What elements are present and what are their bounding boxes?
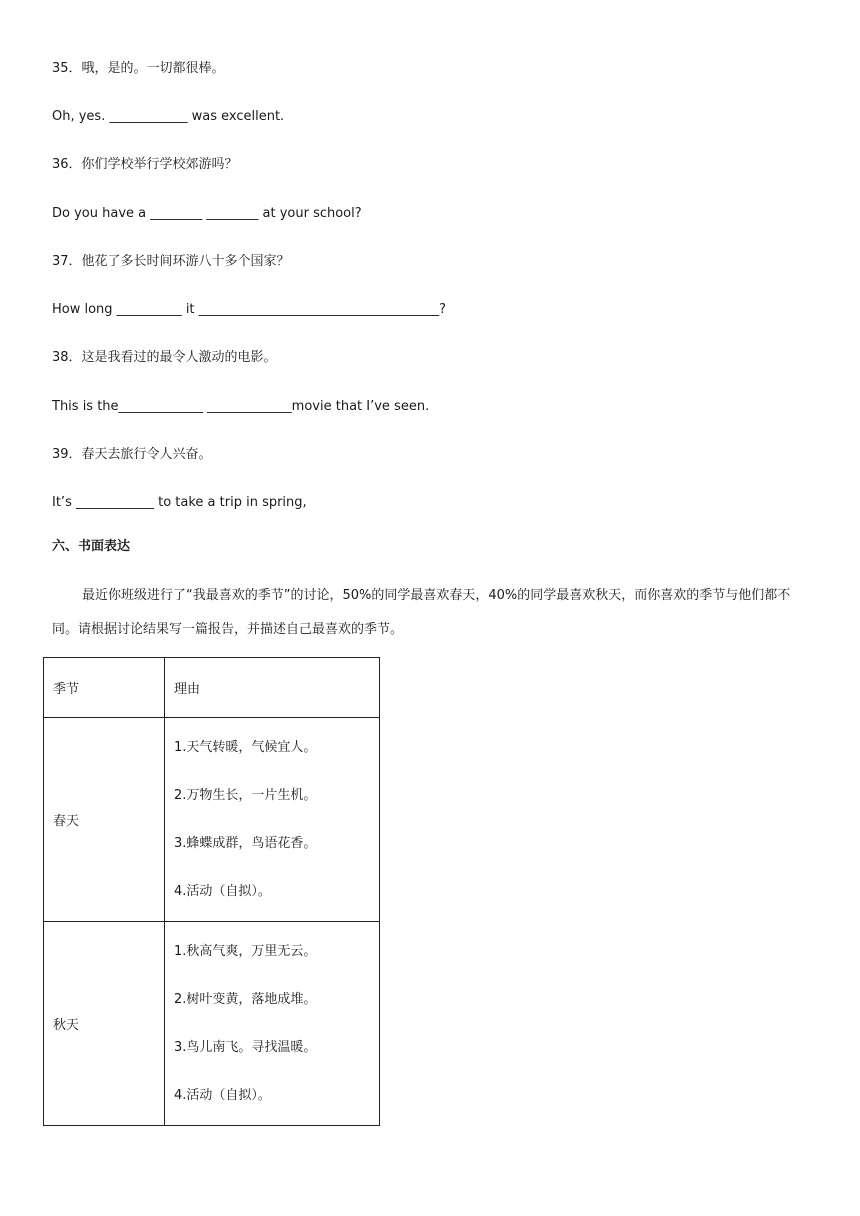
reason-item: 4.活动（自拟）。 [174,883,271,899]
question-39-english: It’s ____________ to take a trip in spring, [52,495,307,510]
reasons-cell [165,922,380,1126]
question-36-chinese: 36．你们学校举行学校郊游吗？ [52,157,238,172]
question-38-english: This is the_____________ _____________movie that I’ve seen. [52,399,430,414]
header-season: 季节 [44,658,165,718]
table-header-row [44,658,380,718]
season-reason-table [43,657,380,1126]
reason-item: 1.秋高气爽，万里无云。 [174,943,317,959]
reason-item: 1.天气转暖，气候宜人。 [174,739,317,755]
section-heading: 六、书面表达 [52,539,131,554]
reason-item: 3.蜂蝶成群，鸟语花香。 [174,835,317,851]
season-cell: 秋天 [44,922,165,1126]
writing-prompt: 最近你班级进行了“我最喜欢的季节”的讨论，50%的同学最喜欢春天，40%的同学最喜欢秋天，而你喜欢的季节与他们都不同。请根据讨论结果写一篇报告，并描述自己最喜欢的季节。 [52,588,791,637]
reason-item: 2.万物生长，一片生机。 [174,787,317,803]
question-37-chinese: 37．他花了多长时间环游八十多个国家？ [52,254,290,269]
reason-item: 3.鸟儿南飞。寻找温暖。 [174,1039,317,1055]
question-37-english: How long __________ it _____________________________________? [52,302,447,317]
question-35-english: Oh, yes. ____________ was excellent. [52,109,285,124]
question-36-english: Do you have a ________ ________ at your school? [52,206,362,221]
question-39-chinese: 39．春天去旅行令人兴奋。 [52,447,212,462]
reason-item: 4.活动（自拟）。 [174,1087,271,1103]
question-38-chinese: 38．这是我看过的最令人激动的电影。 [52,350,277,365]
reason-item: 2.树叶变黄，落地成堆。 [174,991,317,1007]
table-row [44,922,380,1126]
header-reason: 理由 [165,658,380,718]
question-35-chinese: 35．哦，是的。一切都很棒。 [52,61,225,76]
table-row [44,718,380,922]
reasons-cell [165,718,380,922]
season-cell: 春天 [44,718,165,922]
